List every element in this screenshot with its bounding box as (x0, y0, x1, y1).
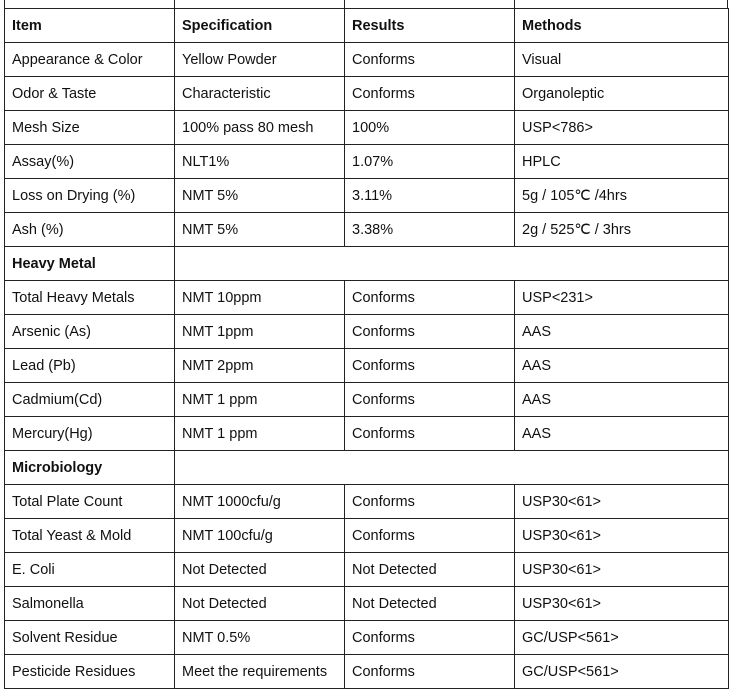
cell-method: Visual (515, 43, 729, 77)
cell-method: 2g / 525℃ / 3hrs (515, 213, 729, 247)
cell-method: 5g / 105℃ /4hrs (515, 179, 729, 213)
header-item: Item (5, 9, 175, 43)
header-methods: Methods (515, 9, 729, 43)
cell-spec: NMT 1000cfu/g (175, 485, 345, 519)
section-heading-row (5, 247, 729, 281)
cell-spec: Not Detected (175, 553, 345, 587)
table-row (5, 349, 729, 383)
cell-item: Mercury(Hg) (5, 417, 175, 451)
table-row (5, 315, 729, 349)
cell-spec: NLT1% (175, 145, 345, 179)
cell-method: USP30<61> (515, 519, 729, 553)
table-header-row (5, 9, 729, 43)
cell-spec: NMT 5% (175, 213, 345, 247)
cell-result: Conforms (345, 621, 515, 655)
cell-result: 1.07% (345, 145, 515, 179)
cell-method: AAS (515, 383, 729, 417)
cell-result: Conforms (345, 43, 515, 77)
cell-item: Appearance & Color (5, 43, 175, 77)
cell-spec: 100% pass 80 mesh (175, 111, 345, 145)
cell-method: USP<231> (515, 281, 729, 315)
cell-spec: NMT 2ppm (175, 349, 345, 383)
cell-result: Not Detected (345, 553, 515, 587)
column-stub (4, 0, 5, 8)
cell-spec: Meet the requirements (175, 655, 345, 689)
cell-method: HPLC (515, 145, 729, 179)
cell-item: Odor & Taste (5, 77, 175, 111)
table-row (5, 587, 729, 621)
cell-spec: NMT 5% (175, 179, 345, 213)
cell-result: Conforms (345, 281, 515, 315)
table-row (5, 111, 729, 145)
cell-method: USP30<61> (515, 485, 729, 519)
table-row (5, 179, 729, 213)
cell-item: E. Coli (5, 553, 175, 587)
cell-item: Loss on Drying (%) (5, 179, 175, 213)
cell-result: Conforms (345, 315, 515, 349)
table-row (5, 383, 729, 417)
cell-spec: Characteristic (175, 77, 345, 111)
cell-result: Conforms (345, 485, 515, 519)
cell-result: Conforms (345, 655, 515, 689)
cell-method: USP<786> (515, 111, 729, 145)
cell-item: Assay(%) (5, 145, 175, 179)
cell-spec: NMT 1ppm (175, 315, 345, 349)
section-title-heavy-metal: Heavy Metal (5, 247, 175, 281)
cell-spec: NMT 1 ppm (175, 417, 345, 451)
cell-item: Lead (Pb) (5, 349, 175, 383)
cell-method: USP30<61> (515, 553, 729, 587)
header-specification: Specification (175, 9, 345, 43)
section-title-microbiology: Microbiology (5, 451, 175, 485)
table-row (5, 553, 729, 587)
cell-item: Mesh Size (5, 111, 175, 145)
cell-item: Salmonella (5, 587, 175, 621)
cell-result: Conforms (345, 417, 515, 451)
cell-method: AAS (515, 417, 729, 451)
specification-table (4, 8, 729, 689)
cell-spec: NMT 10ppm (175, 281, 345, 315)
cell-method: GC/USP<561> (515, 655, 729, 689)
cell-result: Conforms (345, 349, 515, 383)
table-row (5, 417, 729, 451)
table-row (5, 519, 729, 553)
cell-method: GC/USP<561> (515, 621, 729, 655)
table-row (5, 655, 729, 689)
cell-spec: Not Detected (175, 587, 345, 621)
column-stub (344, 0, 345, 8)
cell-result: Conforms (345, 519, 515, 553)
cell-result: 100% (345, 111, 515, 145)
cell-item: Arsenic (As) (5, 315, 175, 349)
table-row (5, 213, 729, 247)
section-filler (175, 247, 729, 281)
cell-result: Conforms (345, 383, 515, 417)
cell-item: Total Yeast & Mold (5, 519, 175, 553)
cell-item: Total Plate Count (5, 485, 175, 519)
column-stub (727, 0, 728, 8)
section-filler (175, 451, 729, 485)
section-heading-row (5, 451, 729, 485)
cell-result: Conforms (345, 77, 515, 111)
cell-spec: NMT 100cfu/g (175, 519, 345, 553)
column-stub (174, 0, 175, 8)
table-row (5, 43, 729, 77)
cell-method: USP30<61> (515, 587, 729, 621)
table-row (5, 77, 729, 111)
cell-result: 3.11% (345, 179, 515, 213)
cell-spec: Yellow Powder (175, 43, 345, 77)
cell-method: AAS (515, 315, 729, 349)
column-stub (514, 0, 515, 8)
cell-result: 3.38% (345, 213, 515, 247)
table-row (5, 281, 729, 315)
header-results: Results (345, 9, 515, 43)
cell-method: Organoleptic (515, 77, 729, 111)
cell-item: Solvent Residue (5, 621, 175, 655)
cell-item: Ash (%) (5, 213, 175, 247)
cell-spec: NMT 1 ppm (175, 383, 345, 417)
cell-spec: NMT 0.5% (175, 621, 345, 655)
table-row (5, 145, 729, 179)
cell-item: Total Heavy Metals (5, 281, 175, 315)
cell-item: Cadmium(Cd) (5, 383, 175, 417)
table-row (5, 485, 729, 519)
cell-item: Pesticide Residues (5, 655, 175, 689)
table-row (5, 621, 729, 655)
cell-method: AAS (515, 349, 729, 383)
cell-result: Not Detected (345, 587, 515, 621)
